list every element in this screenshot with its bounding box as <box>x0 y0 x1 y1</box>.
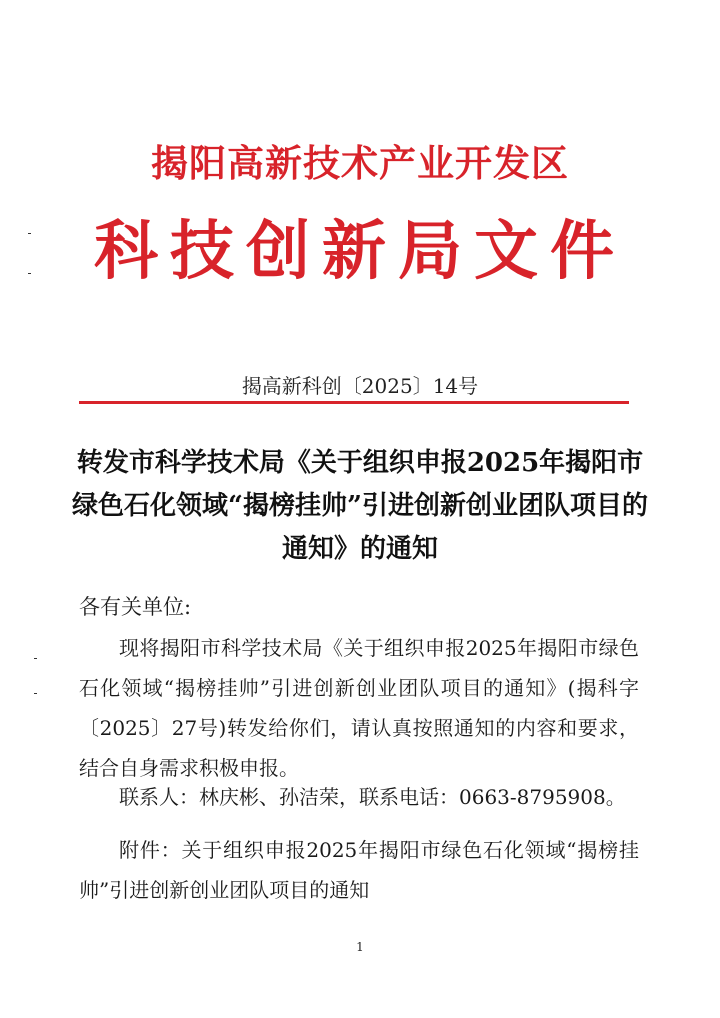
issuing-organization: 揭阳高新技术产业开发区 <box>151 141 569 185</box>
attachment-note: 附件：关于组织申报2025年揭阳市绿色石化领域“揭榜挂帅”引进创新创业团队项目的通知 <box>79 838 639 902</box>
scan-speck <box>28 273 31 274</box>
scan-speck <box>34 658 37 659</box>
salutation: 各有关单位: <box>79 595 192 619</box>
contact-info: 联系人：林庆彬、孙洁荣，联系电话：0663-8795908。 <box>119 785 626 809</box>
scan-speck <box>34 693 37 694</box>
page-number: 1 <box>356 940 364 954</box>
notice-title: 转发市科学技术局《关于组织申报2025年揭阳市绿色石化领域“揭榜挂帅”引进创新创业团队项目的通知》的通知 <box>72 448 648 564</box>
scan-speck <box>28 233 31 234</box>
document-type-title: 科技创新局文件 <box>94 214 626 289</box>
red-divider-line <box>79 401 629 404</box>
document-number: 揭高新科创〔2025〕14号 <box>241 374 479 398</box>
body-paragraph: 现将揭阳市科学技术局《关于组织申报2025年揭阳市绿色石化领域“揭榜挂帅”引进创新创业团队项目的通知》(揭科字〔2025〕27号)转发给你们，请认真按照通知的内容和要求，结合自身需求积极申报。 <box>79 636 639 780</box>
